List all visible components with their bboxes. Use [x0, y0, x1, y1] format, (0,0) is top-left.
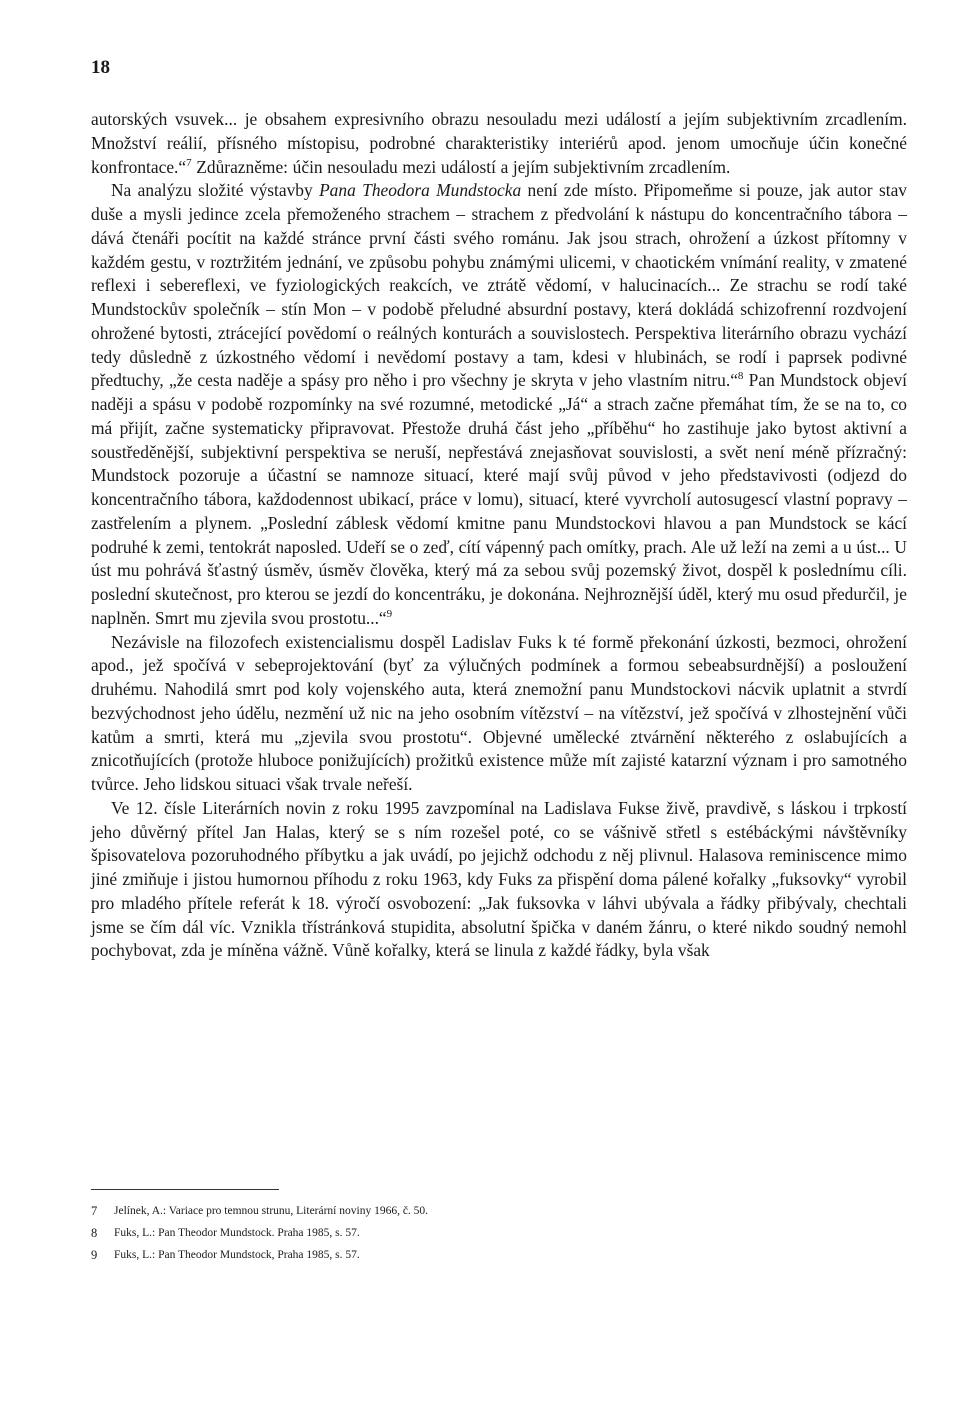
text-run: Pan Mundstock objeví naději a spásu v podobě rozpomínky na své rozumné, metodické „Já“ a strach začne přemáhat tím, že se na to, co má přijít, začne systematicky připravovat. Přestože druhá část jeho „příběhu“ ho zastihuje jako bytost aktivní a soustředěnější, subjektivní perspektiva se neruší, nepřestává znejasňovat souvislosti, a svět není méně přízračný: Mundstock pozoruje a účastní se namnoze situací, které mají svůj původ v jeho představivosti (odjezd do koncentračního tábora, každodennost ubikací, práce v lomu), situací, které vyvrcholí autosugescí vlastní popravy – zastřelením a plynem. „Poslední záblesk vědomí kmitne panu Mundstockovi hlavou a pan Mundstock se kácí podruhé k zemi, tentokrát naposled. Udeří se o zeď, cítí vápenný pach omítky, prach. Ale už leží na zemi a u úst... U úst mu pohrává šťastný úsměv, úsměv člověka, který má za sebou svůj pozemský život, dospěl k poslednímu cíli. poslední skutečnost, pro kterou se jezdí do koncentráku, je dokonána. Nejhroznější úděl, který mu osud předurčil, je naplněn. Smrt mu zjevila svou prostotu...“: [91, 370, 907, 628]
paragraph-p2: [91, 179, 907, 630]
footnote-number: 9: [91, 1248, 98, 1262]
text-run: Nezávisle na filozofech existencialismu dospěl Ladislav Fuks k té formě překonání úzkosti, bezmoci, ohrožení apod., jež spočívá v sebeprojektování (byť za výlučných podmínek a formou sebeabsurdnější) a posloužení druhému. Nahodilá smrt pod koly vojenského auta, která znemožní panu Mundstockovi nácvik uplatnit a stvrdí bezvýchodnost jeho údělu, nezmění už nic na jeho osobním vítězství – na vítězství, jež spočívá v zlhostejnění vůči katům a smrti, která mu „zjevila svou prostotu“. Objevné umělecké ztvárnění některého z oslabujících a znicotňujících (protože hluboce ponižujících) prožitků existence může mít zajisté katarzní význam i pro samotného tvůrce. Jeho lidskou situaci však trvale neřeší.: [91, 631, 907, 794]
text-run: Na analýzu složité výstavby: [111, 180, 320, 201]
text-run: autorských vsuvek... je obsahem expresivního obrazu nesouladu mezi událostí a jejím subjektivním zrcadlením. Množství reálií, přísného místopisu, podrobné charakteristiky interiérů apod. jenom umocňuje účin konečné konfrontace.“: [91, 109, 907, 177]
footnote-number: 8: [91, 1226, 98, 1240]
footnote-text: Jelínek, A.: Variace pro temnou strunu, Literární noviny 1966, č. 50.: [114, 1205, 429, 1217]
footnote-divider: [91, 1189, 279, 1190]
paragraph-p4: [91, 797, 907, 963]
footnote-9: [91, 1244, 791, 1266]
body-text: [91, 108, 907, 963]
footnote-reference: 7: [186, 156, 192, 169]
italic-title: Pana Theodora Mundstocka: [319, 180, 522, 201]
footnote-reference: 9: [386, 607, 393, 620]
text-run: není zde místo. Připomeňme si pouze, jak autor stav duše a mysli jedince zcela přemoženého strachem – strachem z předvolání k nástupu do koncentračního tábora – dává čtenáři pocítit na každé stránce první části svého románu. Jak jsou strach, ohrožení a úzkost přítomny v každém gestu, v roztržitém jednání, ve způsobu pohybu známými ulicemi, v chaotickém vnímání reality, v zmatené reflexi i sebereflexi, ve fyziologických reakcích, ve ztrátě vědomí, v halucinacích... Ze strachu se rodí také Mundstockův společník – stín Mon – v podobě přeludné absurdní postavy, která dokládá schizofrenní rozdvojení ohrožené bytosti, ztrácející povědomí o reálných konturách a souvislostech. Perspektiva literárního obrazu vychází tedy důsledně z úzkostného vědomí i nevědomí postavy a tam, kdesi v hlubinách, se rodí i paprsek podivné předtuchy, „že cesta naděje a spásy pro něho i pro všechny je skryta v jeho vlastním nitru.“: [91, 180, 907, 391]
footnote-7: [91, 1200, 791, 1222]
footnote-number: 7: [91, 1204, 98, 1218]
footnote-text: Fuks, L.: Pan Theodor Mundstock. Praha 1985, s. 57.: [114, 1227, 360, 1239]
footnote-reference: 8: [737, 370, 744, 383]
footnotes: [91, 1200, 791, 1266]
text-run: Zdůrazněme: účin nesouladu mezi událostí a jejím subjektivním zrcadlením.: [191, 156, 731, 177]
footnote-8: [91, 1222, 791, 1244]
paragraph-p3: [91, 631, 907, 797]
paragraph-p1: [91, 108, 907, 179]
page-number: 18: [91, 57, 110, 78]
text-run: Ve 12. čísle Literárních novin z roku 1995 zavzpomínal na Ladislava Fukse živě, pravdivě, s láskou i trpkostí jeho důvěrný přítel Jan Halas, který se s ním rozešel poté, co se vášnivě střetl s estébáckými návštěvníky špisovatelova pozoruhodného příbytku a jak uvádí, po jejichž odchodu z něj plivnul. Halasova reminiscence mimo jiné zmiňuje i jistou humornou příhodu z roku 1963, kdy Fuks za přispění doma pálené kořalky „fuksovky“ vyrobil pro mladého přítele referát k 18. výročí osvobození: „Jak fuksovka v láhvi ubývala a řádky přibývaly, chechtali jsme se čím dál víc. Vznikla třístránková stupidita, absolutní špička v daném žánru, o které nikdo soudný nemohl pochybovat, zda je míněna vážně. Vůně kořalky, která se linula z každé řádky, byla však: [91, 797, 907, 961]
footnote-text: Fuks, L.: Pan Theodor Mundstock, Praha 1985, s. 57.: [114, 1249, 360, 1261]
